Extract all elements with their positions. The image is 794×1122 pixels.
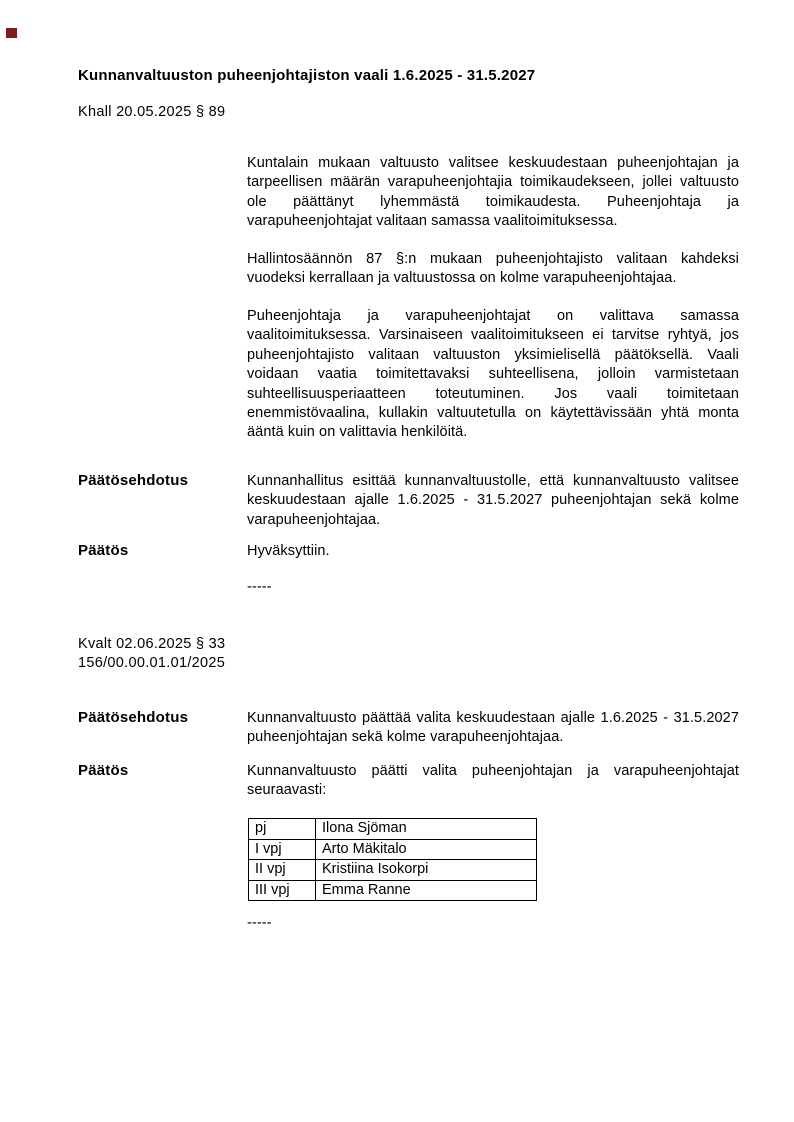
background-paragraph-3: Puheenjohtaja ja varapuheenjohtajat on valittava samassa vaalitoimituksessa. Varsinaiseen vaalitoimitukseen ei tarvitse ryhtyä, jos puheenjohtajisto valitaan valtuuston yksimielisellä päätöksellä. Vaali voidaan vaatia toimitettavaksi suhteellisena, jolloin varmistetaan suhteellisuusperiaatteen toteutuminen. Jos vaali toimitetaan enemmistövaalina, kullakin valtuutetulla on käytettävissään yhtä monta ääntä kuin on valittavia henkilöitä. <box>247 308 739 441</box>
officer-role: II vpj <box>249 860 316 881</box>
kvalt-proposal-label: Päätösehdotus <box>78 709 189 726</box>
officer-name: Kristiina Isokorpi <box>316 860 537 881</box>
khall-decision-text: Hyväksyttiin. <box>247 543 330 559</box>
background-paragraph-2: Hallintosäännön 87 §:n mukaan puheenjohtajisto valitaan kahdeksi vuodeksi kerrallaan ja valtuustossa on kolme varapuheenjohtajaa. <box>247 251 739 287</box>
khall-decision-label: Päätös <box>78 542 129 559</box>
document-title: Kunnanvaltuuston puheenjohtajiston vaali 1.6.2025 - 31.5.2027 <box>78 67 536 84</box>
officer-name: Arto Mäkitalo <box>316 839 537 860</box>
kvalt-proposal-text: Kunnanvaltuusto päättää valita keskuudestaan ajalle 1.6.2025 - 31.5.2027 puheenjohtajan sekä kolme varapuheenjohtajaa. <box>247 710 739 746</box>
khall-reference: Khall 20.05.2025 § 89 <box>78 104 226 120</box>
kvalt-decision-label: Päätös <box>78 762 129 779</box>
officer-role: I vpj <box>249 839 316 860</box>
kvalt-decision-text: Kunnanvaltuusto päätti valita puheenjohtajan ja varapuheenjohtajat seuraavasti: <box>247 763 739 799</box>
officer-role: III vpj <box>249 880 316 901</box>
elected-officers-table <box>248 818 537 901</box>
section-divider-dashes: ----- <box>247 915 272 931</box>
table-row <box>249 860 537 881</box>
table-row <box>249 819 537 840</box>
table-row <box>249 880 537 901</box>
page-corner-marker <box>6 28 17 38</box>
kvalt-reference-line1: Kvalt 02.06.2025 § 33 <box>78 636 226 652</box>
table-row <box>249 839 537 860</box>
officer-role: pj <box>249 819 316 840</box>
officer-name: Emma Ranne <box>316 880 537 901</box>
section-divider-dashes: ----- <box>247 579 272 595</box>
background-paragraph-1: Kuntalain mukaan valtuusto valitsee keskuudestaan puheenjohtajan ja tarpeellisen määrän varapuheenjohtajia toimikaudekseen, jollei valtuusto ole päättänyt lyhemmästä toimikaudesta. Puheenjohtaja ja varapuheenjohtajat valitaan samassa vaalitoimituksessa. <box>247 155 739 230</box>
kvalt-reference-line2: 156/00.00.01.01/2025 <box>78 655 226 672</box>
khall-proposal-label: Päätösehdotus <box>78 472 189 489</box>
khall-proposal-text: Kunnanhallitus esittää kunnanvaltuustolle, että kunnanvaltuusto valitsee keskuudestaan ajalle 1.6.2025 - 31.5.2027 puheenjohtajan sekä kolme varapuheenjohtajaa. <box>247 473 739 528</box>
officer-name: Ilona Sjöman <box>316 819 537 840</box>
kvalt-reference <box>78 635 318 674</box>
